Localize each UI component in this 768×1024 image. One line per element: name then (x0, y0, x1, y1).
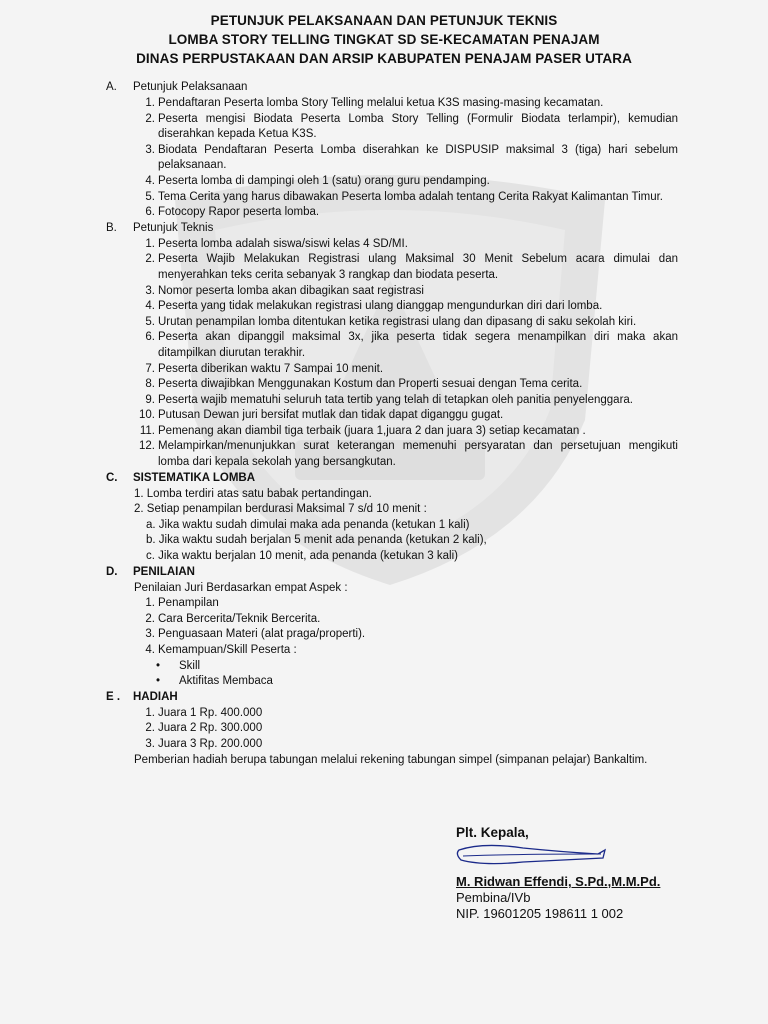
item-text: Nomor peserta lomba akan dibagikan saat registrasi (158, 284, 424, 297)
list-item (106, 315, 678, 331)
signer-rank: Pembina/IVb (456, 890, 531, 905)
section-letter: B. (106, 221, 117, 234)
item-number: 6. (145, 206, 155, 219)
list-item (106, 330, 678, 361)
signer-nip: NIP. 19601205 198611 1 002 (456, 906, 624, 921)
item-text: Peserta akan dipanggil maksimal 3x, jika peserta tidak segera menampilkan diri maka akan ditampilkan diurutan terakhir. (158, 331, 678, 359)
item-number: 2. (145, 112, 155, 125)
list-item (106, 190, 678, 206)
section-letter: D. (106, 565, 118, 578)
section-title: Petunjuk Pelaksanaan (133, 81, 248, 93)
item-text: Tema Cerita yang harus dibawakan Peserta lomba adalah tentang Cerita Rakyat Kalimantan Timur. (158, 190, 663, 203)
list-item (106, 393, 678, 409)
item-text: Peserta diberikan waktu 7 Sampai 10 menit. (158, 362, 384, 375)
document-title-line-2: LOMBA STORY TELLING TINGKAT SD SE-KECAMATAN PENAJAM (168, 32, 600, 47)
section-letter: A. (106, 81, 117, 93)
item-number: 11. (139, 424, 155, 437)
list-item (106, 299, 678, 315)
item-text: Urutan penampilan lomba ditentukan ketika registrasi ulang dan dipasang di saku sekolah kiri. (158, 315, 637, 328)
item-text: Pemenang akan diambil tiga terbaik (juara 1,juara 2 dan juara 3) setiap kecamatan . (158, 424, 586, 437)
item-text: Biodata Pendaftaran Peserta Lomba diserahkan ke DISPUSIP maksimal 3 (tiga) hari sebelum pelaksanaan. (158, 143, 678, 172)
list-item (106, 424, 678, 440)
section-a-list (106, 96, 678, 221)
item-number: 3. (145, 737, 155, 750)
item-text: Fotocopy Rapor peserta lomba. (158, 206, 320, 219)
list-item (106, 252, 678, 283)
section-title: PENILAIAN (133, 565, 195, 578)
item-text: Juara 1 Rp. 400.000 (158, 706, 263, 719)
list-item (106, 439, 678, 470)
section-b-heading (106, 221, 678, 237)
item-number: 7. (145, 362, 155, 375)
item-number: 1. (145, 237, 155, 250)
item-text: Peserta yang tidak melakukan registrasi ulang dianggap mengundurkan diri dari lomba. (158, 300, 603, 313)
item-number: 2. (145, 722, 155, 735)
bullet-item (106, 674, 678, 690)
item-text: Peserta lomba adalah siswa/siswi kelas 4 SD/MI. (158, 237, 408, 250)
list-item (106, 721, 678, 737)
bullet-item (106, 659, 678, 675)
section-c-sub-c: c. Jika waktu berjalan 10 menit, ada penanda (ketukan 3 kali) (146, 550, 458, 563)
item-text: Kemampuan/Skill Peserta : (158, 644, 297, 656)
section-d-bullets (106, 659, 678, 690)
item-number: 6. (145, 331, 155, 344)
section-c-heading (106, 471, 678, 487)
document-title-line-1: PETUNJUK PELAKSANAAN DAN PETUNJUK TEKNIS (210, 13, 558, 28)
item-text: Cara Bercerita/Teknik Bercerita. (158, 612, 321, 625)
section-c-sub-a: a. Jika waktu sudah dimulai maka ada penanda (ketukan 1 kali) (146, 518, 470, 531)
section-title: HADIAH (133, 690, 178, 703)
list-item (106, 737, 678, 753)
list-item (106, 174, 678, 190)
item-number: 10. (139, 409, 155, 422)
item-number: 4. (145, 644, 155, 656)
section-e-note: Pemberian hadiah berupa tabungan melalui rekening tabungan simpel (simpanan pelajar) Bankaltim. (134, 753, 648, 766)
item-text: Juara 2 Rp. 300.000 (158, 722, 263, 735)
section-c-line-1: 1. Lomba terdiri atas satu babak pertandingan. (134, 487, 372, 500)
list-item (106, 596, 678, 612)
item-number: 2. (145, 253, 155, 266)
list-item (106, 627, 678, 643)
list-item (106, 643, 678, 659)
list-item (106, 377, 678, 393)
handwritten-signature-icon (453, 840, 613, 874)
section-d-heading (106, 565, 678, 581)
section-a-heading (106, 80, 678, 96)
item-number: 3. (145, 628, 155, 641)
item-text: Penguasaan Materi (alat praga/properti). (158, 628, 366, 641)
section-b-list (106, 237, 678, 471)
list-item (106, 237, 678, 253)
item-text: Peserta mengisi Biodata Peserta Lomba Story Telling (Formulir Biodata terlampir), kemudian diserahkan kepada Ketua K3S. (158, 112, 678, 141)
section-e-list (106, 706, 678, 753)
signer-role: Plt. Kepala, (456, 825, 529, 840)
item-number: 2. (145, 612, 155, 625)
list-item (106, 706, 678, 722)
list-item (106, 408, 678, 424)
section-d-list (106, 596, 678, 658)
item-text: Peserta Wajib Melakukan Registrasi ulang Maksimal 30 Menit Sebelum acara dimulai dan menyerahkan teks cerita sebanyak 3 rangkap dan biodata peserta. (158, 253, 678, 281)
item-number: 8. (145, 378, 155, 391)
list-item (106, 612, 678, 628)
item-text: Melampirkan/menunjukkan surat keterangan memenuhi persyaratan dan persetujuan mengikuti lomba dari kepala sekolah yang bersangkutan. (158, 440, 678, 469)
list-item (106, 205, 678, 221)
bullet-icon: • (156, 659, 161, 672)
item-text: Pendaftaran Peserta lomba Story Telling melalui ketua K3S masing-masing kecamatan. (158, 97, 604, 109)
item-number: 3. (145, 284, 155, 297)
item-number: 1. (145, 597, 155, 610)
item-number: 1. (145, 97, 155, 109)
item-number: 5. (145, 315, 155, 328)
item-text: Peserta lomba di dampingi oleh 1 (satu) orang guru pendamping. (158, 174, 490, 187)
section-c-sub-b: b. Jika waktu sudah berjalan 5 menit ada penanda (ketukan 2 kali), (146, 534, 487, 547)
document-body (106, 80, 678, 768)
item-text: Juara 3 Rp. 200.000 (158, 737, 263, 750)
item-text: Peserta diwajibkan Menggunakan Kostum dan Properti sesuai dengan Tema cerita. (158, 378, 583, 391)
item-number: 3. (145, 143, 155, 156)
section-title: Petunjuk Teknis (133, 221, 214, 234)
item-number: 9. (145, 393, 155, 406)
bullet-icon: • (156, 675, 161, 688)
section-e-heading (106, 690, 678, 706)
section-letter: C. (106, 471, 118, 484)
item-text: Peserta wajib mematuhi seluruh tata tertib yang telah di tetapkan oleh panitia penyelenggara. (158, 393, 633, 406)
section-title: SISTEMATIKA LOMBA (133, 471, 256, 484)
bullet-text: Aktifitas Membaca (179, 675, 273, 688)
list-item (106, 362, 678, 378)
item-number: 4. (145, 174, 155, 187)
section-letter: E . (106, 690, 121, 703)
item-number: 1. (145, 706, 155, 719)
document-title-line-3: DINAS PERPUSTAKAAN DAN ARSIP KABUPATEN PENAJAM PASER UTARA (136, 51, 632, 66)
signer-name: M. Ridwan Effendi, S.Pd.,M.M.Pd. (456, 874, 661, 889)
item-number: 12. (139, 440, 155, 453)
list-item (106, 284, 678, 300)
section-c-line-2: 2. Setiap penampilan berdurasi Maksimal 7 s/d 10 menit : (134, 503, 427, 516)
item-number: 5. (145, 190, 155, 203)
item-text: Putusan Dewan juri bersifat mutlak dan tidak dapat diganggu gugat. (158, 409, 504, 422)
list-item (106, 143, 678, 174)
list-item (106, 112, 678, 143)
item-number: 4. (145, 300, 155, 313)
section-d-intro: Penilaian Juri Berdasarkan empat Aspek : (134, 581, 348, 594)
list-item (106, 96, 678, 112)
bullet-text: Skill (179, 659, 201, 672)
item-text: Penampilan (158, 597, 219, 610)
